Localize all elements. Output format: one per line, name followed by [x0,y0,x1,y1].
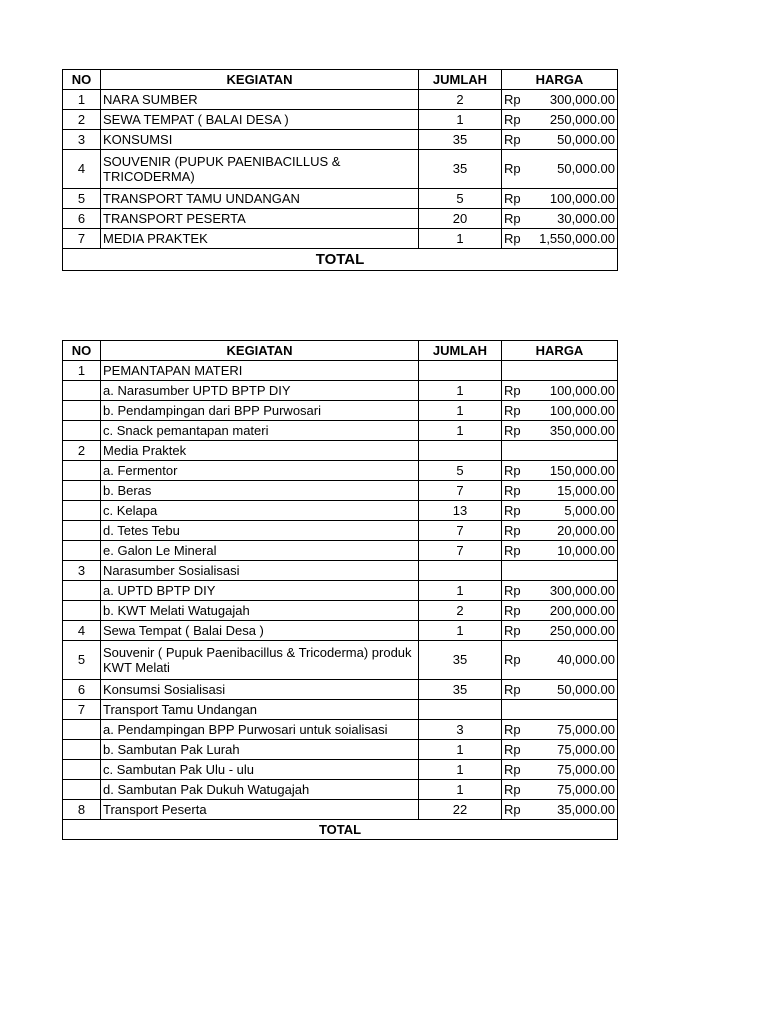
table-row [63,130,618,150]
row-quantity: 7 [419,521,502,541]
price-amount: 35,000.00 [557,801,615,817]
row-price [502,780,618,800]
row-quantity: 35 [419,680,502,700]
row-price [502,581,618,601]
row-quantity [419,561,502,581]
row-quantity: 1 [419,110,502,130]
row-number: 2 [63,110,101,130]
row-activity: SEWA TEMPAT ( BALAI DESA ) [101,110,419,130]
row-quantity [419,700,502,720]
currency-label: Rp [504,210,521,226]
row-price [502,361,618,381]
row-number: 5 [63,189,101,209]
table-row [63,441,618,461]
row-quantity: 1 [419,760,502,780]
row-activity: e. Galon Le Mineral [101,541,419,561]
row-activity: a. Pendampingan BPP Purwosari untuk soialisasi [101,720,419,740]
row-price [502,461,618,481]
row-number [63,780,101,800]
total-row [63,249,618,271]
row-price [502,521,618,541]
currency-label: Rp [504,681,521,697]
row-number [63,581,101,601]
row-number: 4 [63,621,101,641]
row-activity: Konsumsi Sosialisasi [101,680,419,700]
row-number: 5 [63,641,101,680]
table-row [63,800,618,820]
table-row [63,421,618,441]
row-number [63,421,101,441]
table-row [63,561,618,581]
price-amount: 20,000.00 [557,522,615,538]
table-row [63,401,618,421]
row-quantity: 1 [419,581,502,601]
table-row [63,481,618,501]
table-row [63,209,618,229]
table-header-row [63,341,618,361]
currency-label: Rp [504,91,521,107]
row-number: 1 [63,90,101,110]
currency-label: Rp [504,402,521,418]
row-price [502,740,618,760]
row-price [502,601,618,621]
row-quantity: 13 [419,501,502,521]
table-header-row [63,70,618,90]
row-quantity: 35 [419,150,502,189]
row-quantity: 7 [419,481,502,501]
table-row [63,90,618,110]
row-activity: c. Sambutan Pak Ulu - ulu [101,760,419,780]
row-number: 3 [63,130,101,150]
row-number [63,501,101,521]
price-amount: 15,000.00 [557,482,615,498]
row-activity: a. Fermentor [101,461,419,481]
header-qty: JUMLAH [419,70,502,90]
header-no: NO [63,341,101,361]
table-row [63,621,618,641]
currency-label: Rp [504,230,521,246]
row-number: 2 [63,441,101,461]
price-amount: 40,000.00 [557,652,615,667]
price-amount: 50,000.00 [557,131,615,147]
price-amount: 100,000.00 [549,402,615,418]
table-row [63,189,618,209]
price-amount: 250,000.00 [549,111,615,127]
row-activity: b. Sambutan Pak Lurah [101,740,419,760]
row-quantity [419,361,502,381]
currency-label: Rp [504,741,521,757]
row-number [63,720,101,740]
row-price [502,110,618,130]
header-qty: JUMLAH [419,341,502,361]
currency-label: Rp [504,781,521,797]
price-amount: 75,000.00 [557,761,615,777]
price-amount: 250,000.00 [549,622,615,638]
table-row [63,150,618,189]
price-amount: 75,000.00 [557,721,615,737]
row-quantity: 1 [419,381,502,401]
row-activity: c. Kelapa [101,501,419,521]
row-quantity: 2 [419,90,502,110]
total-label: TOTAL [63,820,618,840]
row-activity: Sewa Tempat ( Balai Desa ) [101,621,419,641]
row-number [63,760,101,780]
price-amount: 300,000.00 [549,91,615,107]
row-activity: Media Praktek [101,441,419,461]
price-amount: 30,000.00 [557,210,615,226]
table-row [63,501,618,521]
row-quantity: 1 [419,621,502,641]
price-amount: 200,000.00 [549,602,615,618]
row-price [502,561,618,581]
row-price [502,130,618,150]
row-price [502,441,618,461]
currency-label: Rp [504,190,521,206]
row-activity: Souvenir ( Pupuk Paenibacillus & Tricoderma) produk KWT Melati [101,641,419,680]
row-price [502,700,618,720]
row-number: 8 [63,800,101,820]
currency-label: Rp [504,602,521,618]
currency-label: Rp [504,652,521,667]
price-amount: 100,000.00 [549,382,615,398]
row-price [502,381,618,401]
total-label: TOTAL [63,249,618,271]
row-number [63,381,101,401]
row-quantity: 22 [419,800,502,820]
row-activity: Transport Peserta [101,800,419,820]
currency-label: Rp [504,761,521,777]
row-activity: b. KWT Melati Watugajah [101,601,419,621]
row-activity: Narasumber Sosialisasi [101,561,419,581]
row-price [502,481,618,501]
currency-label: Rp [504,462,521,478]
row-quantity: 2 [419,601,502,621]
table-row [63,720,618,740]
row-activity: b. Pendampingan dari BPP Purwosari [101,401,419,421]
row-quantity [419,441,502,461]
row-number: 7 [63,700,101,720]
row-quantity: 1 [419,740,502,760]
header-price: HARGA [502,70,618,90]
row-number: 3 [63,561,101,581]
price-amount: 100,000.00 [549,190,615,206]
table-row [63,601,618,621]
row-activity: PEMANTAPAN MATERI [101,361,419,381]
currency-label: Rp [504,482,521,498]
table-row [63,581,618,601]
row-activity: d. Tetes Tebu [101,521,419,541]
row-price [502,720,618,740]
row-price [502,800,618,820]
row-number: 7 [63,229,101,249]
row-quantity: 5 [419,461,502,481]
row-price [502,621,618,641]
row-number [63,601,101,621]
budget-table-1 [62,69,618,271]
row-activity: KONSUMSI [101,130,419,150]
row-quantity: 3 [419,720,502,740]
table-row [63,521,618,541]
row-quantity: 1 [419,229,502,249]
row-number [63,541,101,561]
table-row [63,740,618,760]
table-row [63,680,618,700]
header-activity: KEGIATAN [101,70,419,90]
row-price [502,680,618,700]
price-amount: 150,000.00 [549,462,615,478]
row-quantity: 35 [419,130,502,150]
currency-label: Rp [504,622,521,638]
price-amount: 50,000.00 [557,161,615,176]
currency-label: Rp [504,422,521,438]
table-row [63,780,618,800]
price-amount: 1,550,000.00 [539,230,615,246]
row-quantity: 1 [419,780,502,800]
row-price [502,501,618,521]
table-row [63,229,618,249]
header-activity: KEGIATAN [101,341,419,361]
row-number: 6 [63,680,101,700]
row-activity: Transport Tamu Undangan [101,700,419,720]
header-price: HARGA [502,341,618,361]
row-quantity: 5 [419,189,502,209]
table-row [63,461,618,481]
row-number [63,521,101,541]
row-number: 1 [63,361,101,381]
currency-label: Rp [504,721,521,737]
row-activity: MEDIA PRAKTEK [101,229,419,249]
table-row [63,110,618,130]
row-activity: TRANSPORT TAMU UNDANGAN [101,189,419,209]
table-row [63,541,618,561]
row-price [502,541,618,561]
table-row [63,700,618,720]
row-quantity: 35 [419,641,502,680]
row-number [63,401,101,421]
price-amount: 50,000.00 [557,681,615,697]
currency-label: Rp [504,522,521,538]
row-number [63,740,101,760]
row-price [502,760,618,780]
currency-label: Rp [504,111,521,127]
currency-label: Rp [504,131,521,147]
row-activity: c. Snack pemantapan materi [101,421,419,441]
header-no: NO [63,70,101,90]
row-price [502,150,618,189]
row-price [502,421,618,441]
row-quantity: 1 [419,401,502,421]
row-number: 4 [63,150,101,189]
currency-label: Rp [504,502,521,518]
row-activity: NARA SUMBER [101,90,419,110]
table-row [63,760,618,780]
row-price [502,401,618,421]
price-amount: 300,000.00 [549,582,615,598]
row-number: 6 [63,209,101,229]
table-row [63,381,618,401]
currency-label: Rp [504,542,521,558]
budget-table-2 [62,340,618,840]
row-number [63,481,101,501]
row-price [502,641,618,680]
row-price [502,229,618,249]
row-activity: TRANSPORT PESERTA [101,209,419,229]
row-price [502,90,618,110]
currency-label: Rp [504,801,521,817]
row-quantity: 7 [419,541,502,561]
row-price [502,209,618,229]
price-amount: 75,000.00 [557,781,615,797]
row-activity: a. UPTD BPTP DIY [101,581,419,601]
row-price [502,189,618,209]
price-amount: 350,000.00 [549,422,615,438]
row-activity: b. Beras [101,481,419,501]
row-activity: d. Sambutan Pak Dukuh Watugajah [101,780,419,800]
row-number [63,461,101,481]
total-row [63,820,618,840]
price-amount: 10,000.00 [557,542,615,558]
currency-label: Rp [504,582,521,598]
table-row [63,361,618,381]
row-activity: a. Narasumber UPTD BPTP DIY [101,381,419,401]
row-quantity: 1 [419,421,502,441]
table-row [63,641,618,680]
row-activity: SOUVENIR (PUPUK PAENIBACILLUS & TRICODERMA) [101,150,419,189]
currency-label: Rp [504,382,521,398]
row-quantity: 20 [419,209,502,229]
price-amount: 5,000.00 [564,502,615,518]
price-amount: 75,000.00 [557,741,615,757]
currency-label: Rp [504,161,521,176]
